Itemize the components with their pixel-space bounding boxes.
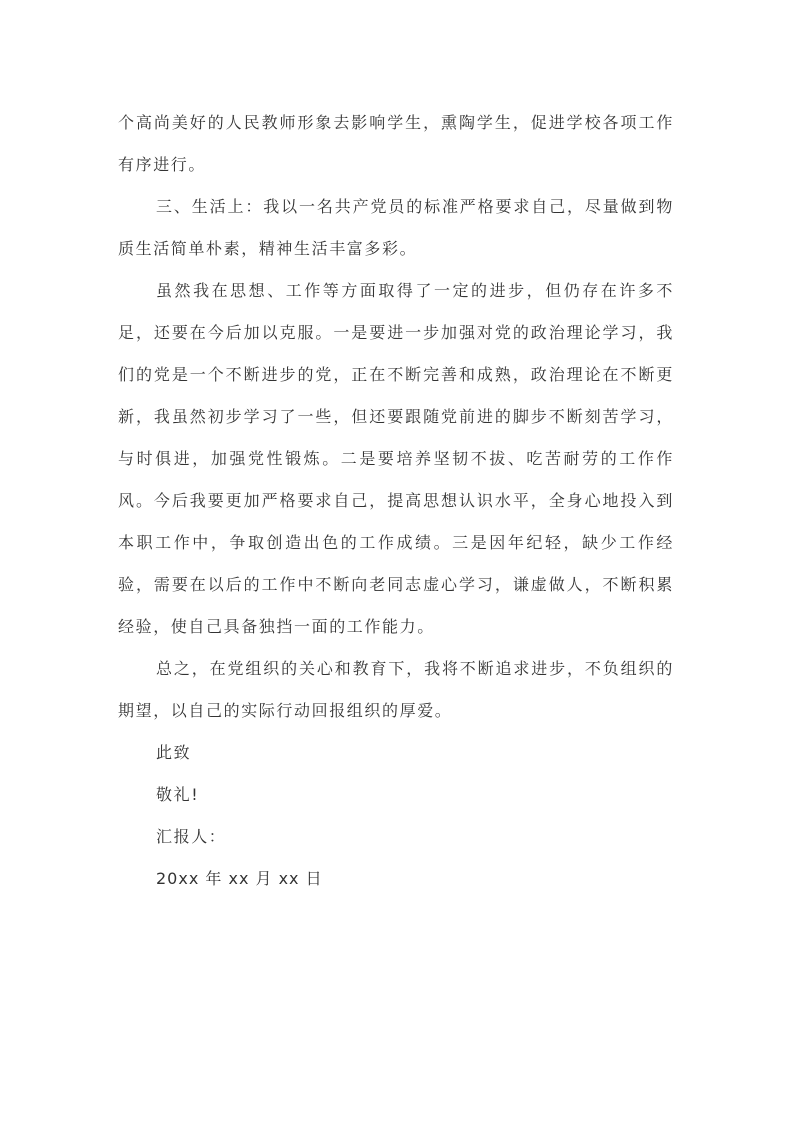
report-date: 20xx 年 xx 月 xx 日 <box>156 869 323 888</box>
paragraph-continuation: 个高尚美好的人民教师形象去影响学生，熏陶学生，促进学校各项工作有序进行。 <box>118 113 674 174</box>
closing-salutation: 此致 <box>156 743 192 762</box>
paragraph-life: 三、生活上：我以一名共产党员的标准严格要求自己，尽量做到物质生活简单朴素，精神生活丰富多彩。 <box>118 197 674 258</box>
paragraph-conclusion: 总之，在党组织的关心和教育下，我将不断追求进步，不负组织的期望，以自己的实际行动回报组织的厚爱。 <box>118 659 674 720</box>
closing-regards: 敬礼! <box>156 785 200 804</box>
reporter-label: 汇报人： <box>156 827 227 846</box>
document-body <box>118 102 674 900</box>
paragraph-shortcomings: 虽然我在思想、工作等方面取得了一定的进步，但仍存在许多不足，还要在今后加以克服。一是要进一步加强对党的政治理论学习，我们的党是一个不断进步的党，正在不断完善和成熟，政治理论在不断更新，我虽然初步学习了一些，但还要跟随党前进的脚步不断刻苦学习，与时俱进，加强党性锻炼。二是要培养坚韧不拔、吃苦耐劳的工作作风。今后我要更加严格要求自己，提高思想认识水平，全身心地投入到本职工作中，争取创造出色的工作成绩。三是因年纪轻，缺少工作经验，需要在以后的工作中不断向老同志虚心学习，谦虚做人，不断积累经验，使自己具备独挡一面的工作能力。 <box>118 281 674 636</box>
